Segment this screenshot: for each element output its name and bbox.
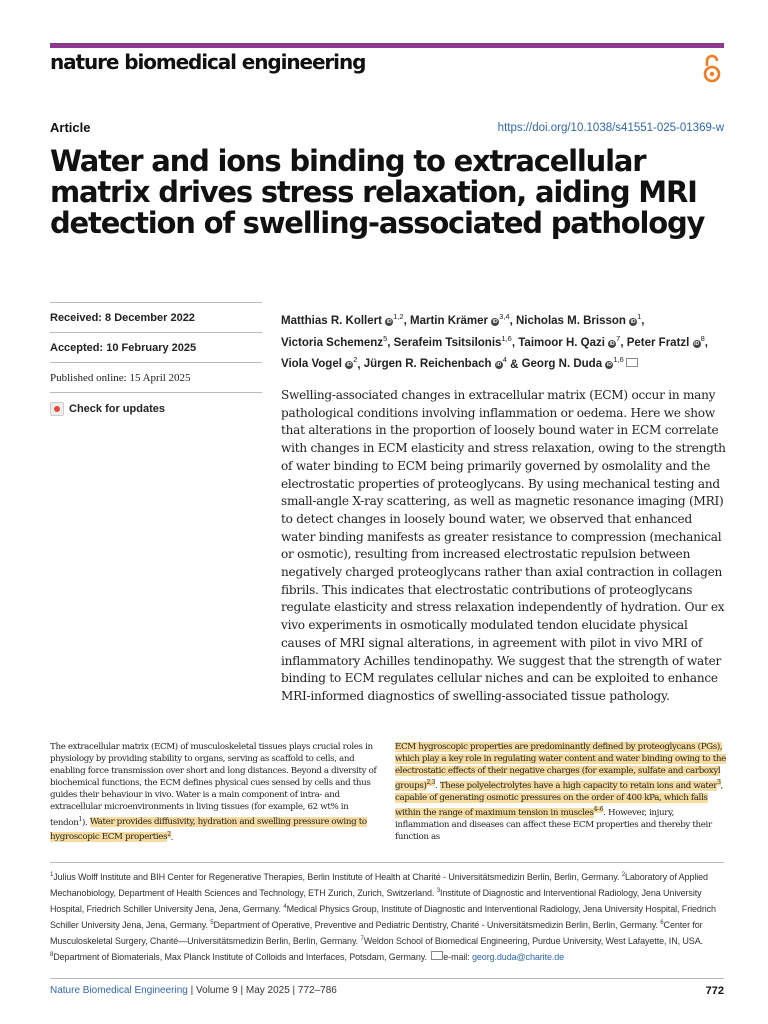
article-type-label: Article (50, 120, 91, 135)
affiliation-ref: 1,6 (613, 355, 624, 365)
author-name: Viola Vogel (281, 358, 342, 371)
affiliation-ref: 1,2 (393, 312, 404, 321)
author[interactable] (281, 312, 404, 327)
orcid-icon[interactable]: iD (346, 362, 352, 369)
highlighted-text: ECM hygroscopic properties are predominantly defined by proteoglycans (PGs), which play a key role in regulating water content and water binding owing to the electrostatic effects of their negative charges (for example, sulfate and carboxyl groups) (395, 742, 726, 792)
affiliation-number: 7 (360, 936, 364, 942)
author[interactable] (518, 333, 621, 349)
page-number: 772 (705, 985, 724, 997)
author-name: Matthias R. Kollert (281, 314, 382, 327)
affiliation-number: 1 (50, 872, 54, 878)
orcid-icon[interactable]: iD (630, 318, 636, 325)
author[interactable] (281, 355, 358, 371)
author-name: Taimoor H. Qazi (518, 336, 605, 349)
affiliation-ref: 7 (616, 333, 621, 343)
affiliation-ref: 2 (353, 355, 358, 365)
author-name: Nicholas M. Brisson (516, 314, 626, 327)
affiliation-text: Medical Physics Group, Institute of Diagnostic and Interventional Radiology, Jena University Hospital, Friedrich Schiller University Jena, Jena, Germany. (50, 904, 716, 930)
affiliation-text: Laboratory of Applied Mechanobiology, Department of Health Sciences and Technology, ETH Zurich, Zurich, Switzerland. (50, 872, 708, 898)
author-name: Peter Fratzl (626, 336, 690, 349)
email-label: e-mail: (443, 952, 472, 962)
citation-ref[interactable]: 2,3 (426, 779, 435, 787)
body-column-right: ECM hygroscopic properties are predominantly defined by proteoglycans (PGs), which play a key role in regulating water content and water binding owing to the electrostatic effects of their negative charges (for example, sulfate and carboxyl groups)$^{2,3}$. These polyelectrolytes have a high capacity to retain ions and water$^3$, capable of generating osmotic pressures on the order of 400 kPa, which falls within the range of maximum tension in muscles$^{4-6}$. However, injury, inflammation and diseases can affect these ECM properties and thereby their function as (395, 742, 726, 843)
affiliation-ref: 1 (637, 312, 642, 321)
email-icon[interactable] (626, 358, 638, 367)
footer-volume-info: | Volume 9 | May 2025 | 772–786 (187, 985, 337, 996)
check-updates-label: Check for updates (69, 403, 165, 415)
orcid-icon[interactable]: iD (496, 362, 502, 369)
body-text: The extracellular matrix (ECM) of musculoskeletal tissues plays crucial roles in physiology by providing stability to organs, serving as scaffold to cells, and enabling force transmission over short and long distances. Beyond a diversity of biochemical functions, the ECM defines physical cues sensed by cells and thus guides their behaviour in vivo. Water is a main component of intra- and extracellular microenvironments in living tissues (for example, 62 wt% in tendon (50, 742, 377, 828)
affiliation-number: 3 (436, 888, 440, 894)
body-text: . However, injury, inflammation and diseases can affect these ECM properties and thereby their function as (395, 808, 712, 843)
dates-panel (50, 302, 262, 424)
affiliation-number: 8 (50, 952, 54, 958)
affiliation-text: Julius Wolff Institute and BIH Center for Regenerative Therapies, Berlin Institute of Health at Charité - Universitätsmedizin Berlin, Berlin, Germany. (53, 872, 622, 882)
footer-citation (50, 985, 337, 996)
highlighted-text: These polyelectrolytes have a high capacity to retain ions and water (439, 781, 718, 792)
journal-name[interactable]: nature biomedical engineering (50, 50, 366, 74)
affiliation-text: Weldon School of Biomedical Engineering, Purdue University, West Lafayette, IN, USA. (363, 936, 704, 946)
citation-ref[interactable]: 4–6 (593, 806, 604, 814)
affiliation-number: 6 (660, 920, 664, 926)
affiliation-number: 5 (210, 920, 214, 926)
affiliation-ref: 1,6 (501, 333, 512, 343)
author-list: Matthias R. Kollert iD$^{1,2}$, Martin Krämer iD$^{3,4}$, Nicholas M. Brisson $iD^1$, Victoria Schemenz$^5$, Serafeim Tsitsilonis$^{1,6}$, Taimoor H. Qazi $iD^7$, Peter Fratzl $iD^8$, Viola Vogel $iD^2$, Jürgen R. Reichenbach $iD^4$ & Georg N. Duda iD$^{1,6}$ (281, 312, 708, 371)
author-name: Georg N. Duda (521, 358, 603, 371)
affiliation-text: Center for Musculoskeletal Surgery, Charité—Universitätsmedizin Berlin, Berlin, Germany. (50, 920, 703, 946)
author[interactable] (281, 333, 388, 349)
check-for-updates-button[interactable] (50, 392, 262, 424)
affiliations (50, 868, 724, 964)
email-link[interactable]: georg.duda@charite.de (471, 952, 565, 962)
highlighted-text: Water provides diffusivity, hydration and swelling pressure owing to hygroscopic ECM properties (50, 817, 367, 843)
affiliation-number: 2 (621, 872, 625, 878)
affiliation-text: Department of Operative, Preventive and Pediatric Dentistry, Charité - Universitätsmedizin Berlin, Berlin, Germany. (213, 920, 661, 930)
journal-accent-bar (50, 43, 724, 48)
author[interactable] (393, 333, 512, 349)
author-name: Serafeim Tsitsilonis (393, 336, 502, 349)
author[interactable] (410, 312, 510, 327)
affiliation-ref: 8 (700, 333, 705, 343)
author[interactable] (521, 355, 638, 371)
footer-divider (50, 978, 724, 979)
published-date: Published online: 15 April 2025 (50, 362, 262, 392)
highlighted-text: capable of generating osmotic pressures on the order of 400 kPa, which falls within the range of maximum tension in muscles (395, 793, 708, 819)
open-access-icon[interactable] (702, 53, 722, 85)
affiliation-ref: 4 (502, 355, 507, 365)
citation-ref[interactable]: 2 (167, 830, 171, 838)
author-name: Jürgen R. Reichenbach (363, 358, 492, 371)
received-date: Received: 8 December 2022 (50, 302, 262, 332)
footer-journal-link[interactable]: Nature Biomedical Engineering (50, 985, 188, 996)
affiliation-ref: 3,4 (499, 312, 510, 321)
orcid-icon[interactable]: iD (386, 318, 392, 325)
citation-ref[interactable]: 3 (717, 779, 721, 787)
orcid-icon[interactable]: iD (492, 318, 498, 325)
orcid-icon[interactable]: iD (694, 340, 700, 347)
accepted-date: Accepted: 10 February 2025 (50, 332, 262, 362)
doi-link[interactable]: https://doi.org/10.1038/s41551-025-01369-w (497, 122, 724, 134)
author[interactable] (363, 355, 507, 371)
body-column-left: The extracellular matrix (ECM) of musculoskeletal tissues plays crucial roles in physiology by providing stability to organs, serving as scaffold to cells, and enabling force transmission over short and long distances. Beyond a diversity of biochemical functions, the ECM defines physical cues sensed by cells and thus guides their behaviour in vivo. Water is a main component of intra- and extracellular microenvironments in living tissues (for example, 62 wt% in tendon$^1$). Water provides diffusivity, hydration and swelling pressure owing to hygroscopic ECM properties$^2$. (50, 742, 377, 843)
affiliation-text: Institute of Diagnostic and Interventional Radiology, Jena University Hospital, Friedrich Schiller University Jena, Jena, Germany. (50, 888, 702, 914)
email-icon (431, 951, 443, 960)
footnote-divider (50, 862, 724, 863)
affiliation-text: Department of Biomaterials, Max Planck Institute of Colloids and Interfaces, Potsdam, Germany. (53, 952, 430, 962)
author-name: Victoria Schemenz (281, 336, 384, 349)
abstract: Swelling-associated changes in extracellular matrix (ECM) occur in many pathological conditions involving inflammation or oedema. Here we show that alterations in the proportion of loosely bound water in ECM correlate with changes in ECM elasticity and stress relaxation, owing to the strength of water binding to ECM being primarily governed by osmolality and the electrostatic properties of proteoglycans. By using mechanical testing and small-angle X-ray scattering, as well as magnetic resonance imaging (MRI) to detect changes in loosely bound water, we observed that enhanced water binding manifests as greater resistance to compression (mechanical or osmotic), resulting from increased electrostatic repulsion between negatively charged proteoglycans rather than axial contraction in collagen fibrils. This indicates that electrostatic contributions of proteoglycans regulate elasticity and stress relaxation independently of hydration. Our ex vivo experiments in osmotically modulated tendon elucidate physical causes of MRI signal alterations, in agreement with pilot in vivo MRI of inflammatory Achilles tendinopathy. We suggest that the strength of water binding to ECM regulates cellular niches and can be exploited to enhance MRI-informed diagnostics of swelling-associated tissue pathology. (281, 388, 726, 703)
affiliation-ref: 5 (383, 333, 388, 343)
author[interactable] (516, 312, 642, 327)
citation-ref[interactable]: 1 (78, 815, 82, 823)
orcid-icon[interactable]: iD (606, 362, 612, 369)
affiliation-number: 4 (283, 904, 287, 910)
author[interactable] (626, 333, 705, 349)
author-name: Martin Krämer (410, 314, 488, 327)
check-updates-icon (50, 402, 64, 416)
article-title: Water and ions binding to extracellular matrix drives stress relaxation, aiding MRI detection of swelling-associated pathology (50, 144, 705, 240)
orcid-icon[interactable]: iD (609, 340, 615, 347)
